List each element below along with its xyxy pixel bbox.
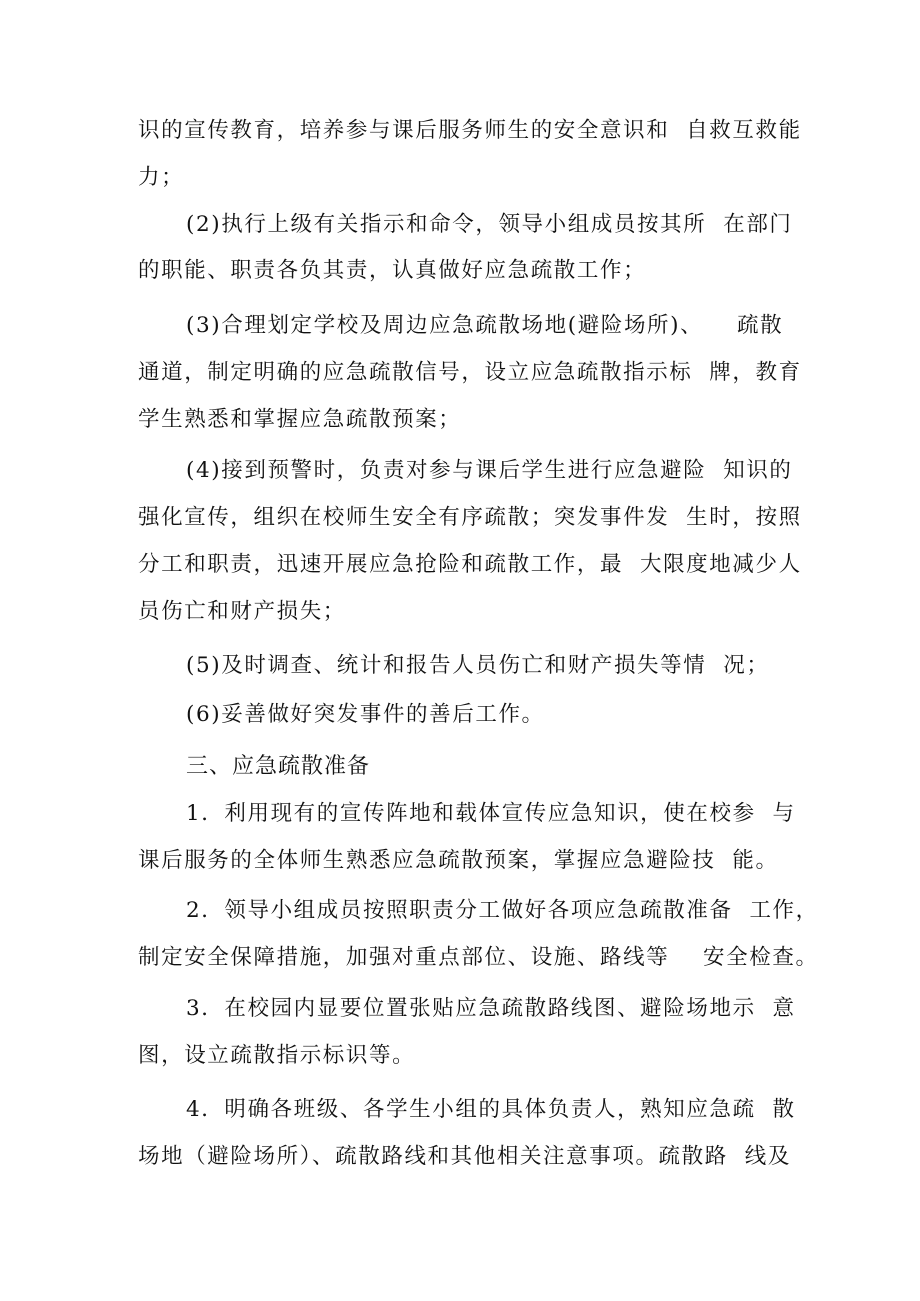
paragraph-line: 通道，制定明确的应急疏散信号，设立应急疏散指示标 牌，教育 xyxy=(138,360,802,385)
paragraph-line: 识的宣传教育，培养参与课后服务师生的安全意识和 自救互救能 xyxy=(138,118,802,143)
paragraph-line: 场地（避险场所）、疏散路线和其他相关注意事项。疏散路 线及 xyxy=(138,1144,791,1169)
list-item-6: (6)妥善做好突发事件的善后工作。 xyxy=(186,702,545,727)
numbered-item-4: 4．明确各班级、各学生小组的具体负责人，熟知应急疏 散 xyxy=(186,1097,796,1122)
paragraph-line: 力； xyxy=(138,165,185,190)
paragraph-line: 的职能、职责各负其责，认真做好应急疏散工作； xyxy=(138,258,647,283)
numbered-item-1: 1．利用现有的宣传阵地和载体宣传应急知识，使在校参 与 xyxy=(186,801,796,826)
section-heading: 三、应急疏散准备 xyxy=(186,754,371,779)
list-item-3: (3)合理划定学校及周边应急疏散场地(避险场所)、 疏散 xyxy=(186,313,784,338)
numbered-item-3: 3．在校园内显要位置张贴应急疏散路线图、避险场地示 意 xyxy=(186,996,796,1021)
list-item-4: (4)接到预警时，负责对参与课后学生进行应急避险 知识的 xyxy=(186,458,793,483)
paragraph-line: 员伤亡和财产损失； xyxy=(138,599,346,624)
paragraph-line: 课后服务的全体师生熟悉应急疏散预案，掌握应急避险技 能。 xyxy=(138,848,779,873)
list-item-2: (2)执行上级有关指示和命令，领导小组成员按其所 在部门 xyxy=(186,212,793,237)
paragraph-line: 强化宣传，组织在校师生安全有序疏散；突发事件发 生时，按照 xyxy=(138,505,802,530)
numbered-item-2: 2．领导小组成员按照职责分工做好各项应急疏散准备 工作， xyxy=(186,898,819,923)
paragraph-line: 制定安全保障措施，加强对重点部位、设施、路线等 安全检查。 xyxy=(138,945,819,970)
paragraph-line: 学生熟悉和掌握应急疏散预案； xyxy=(138,407,462,432)
list-item-5: (5)及时调查、统计和报告人员伤亡和财产损失等情 况； xyxy=(186,653,770,678)
paragraph-line: 图，设立疏散指示标识等。 xyxy=(138,1043,416,1068)
paragraph-line: 分工和职责，迅速开展应急抢险和疏散工作，最 大限度地减少人 xyxy=(138,552,802,577)
